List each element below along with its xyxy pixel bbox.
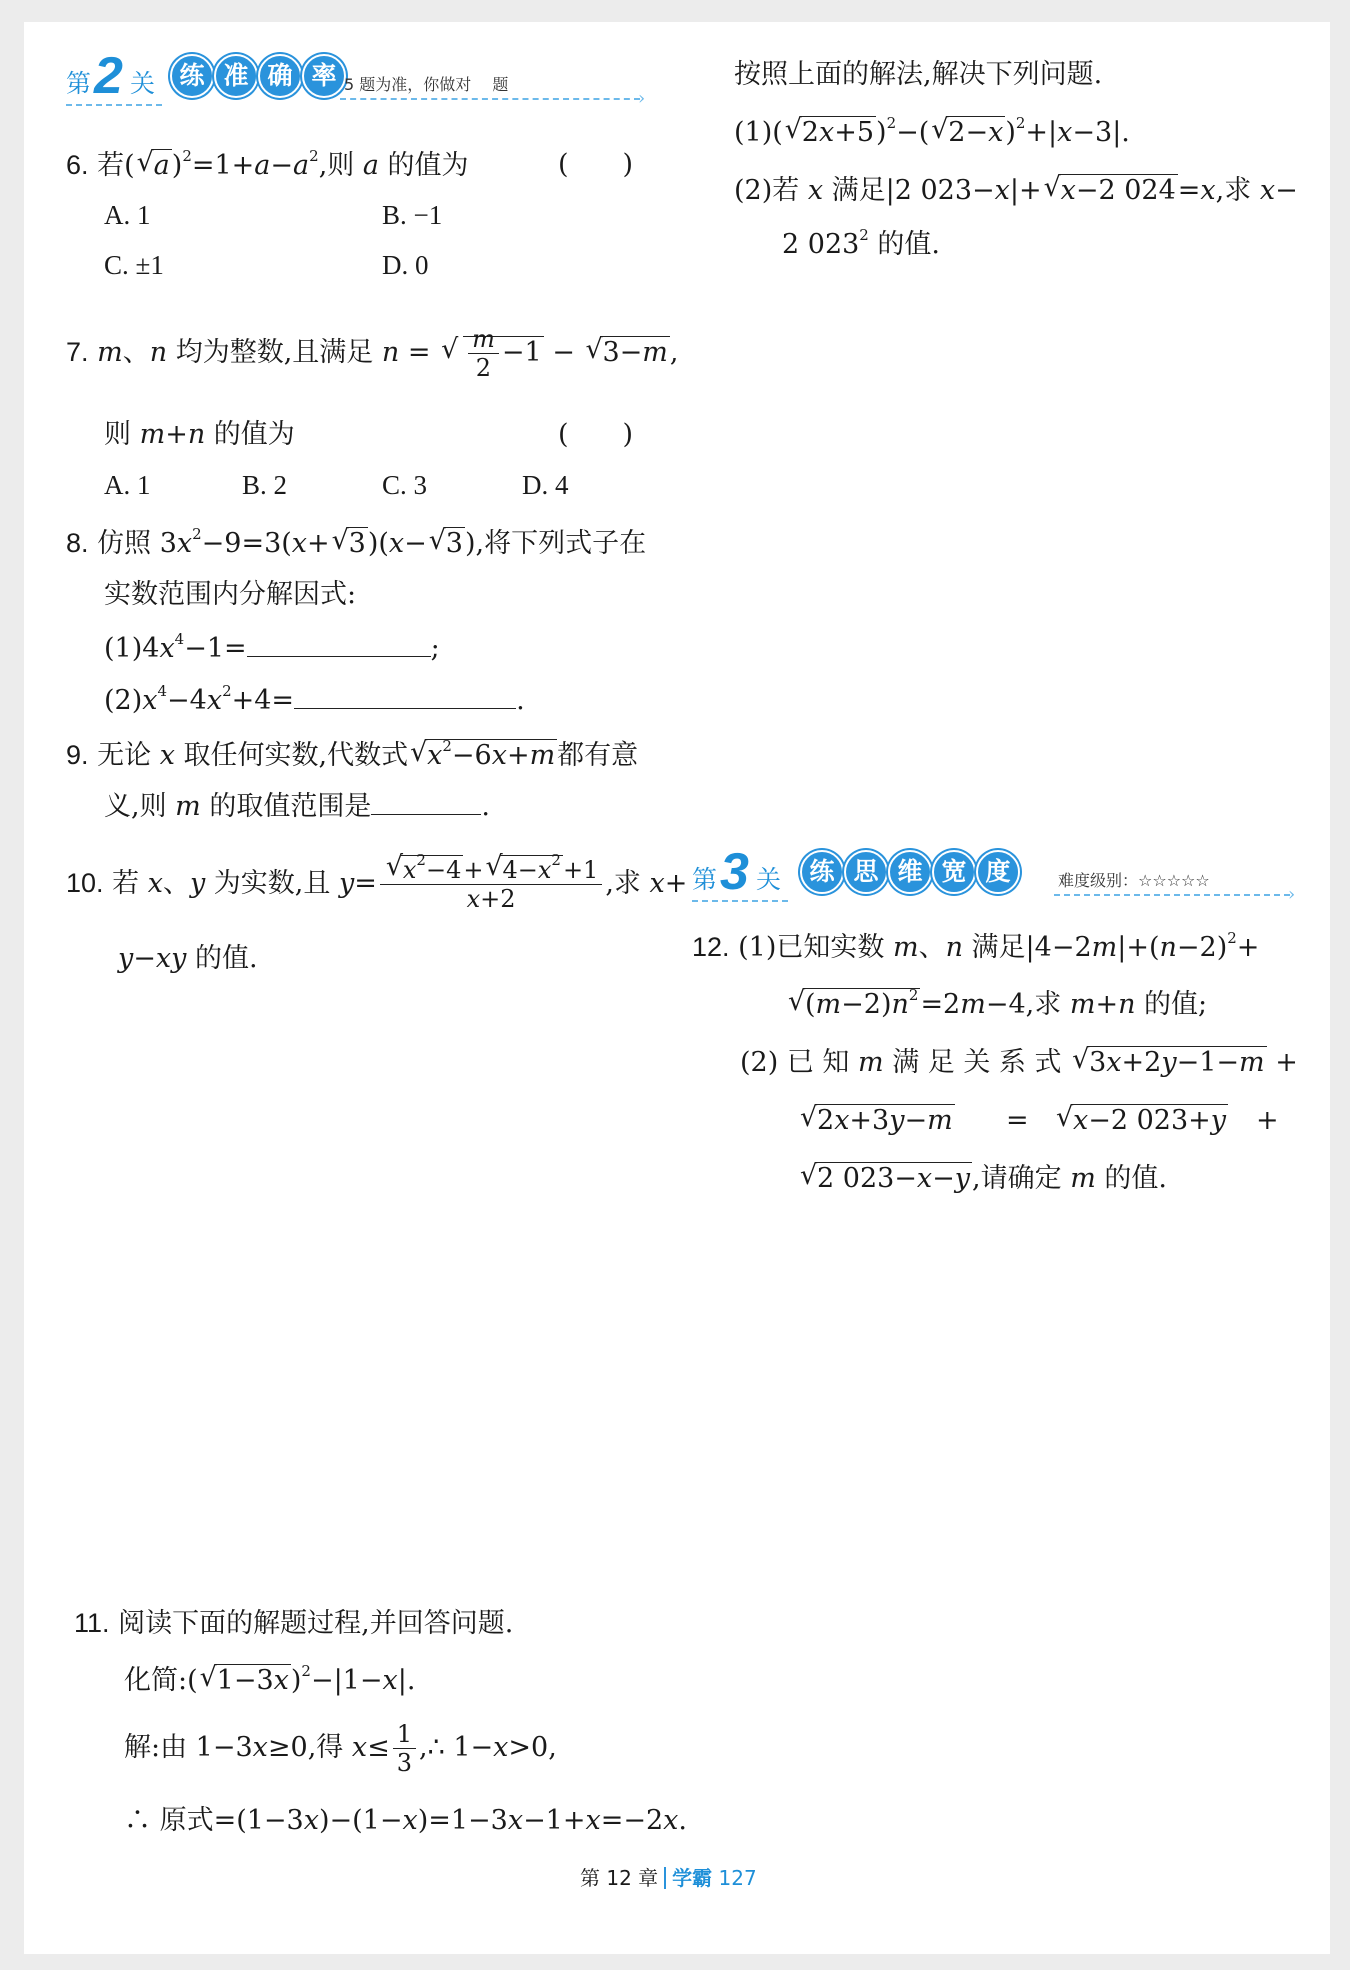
q9-number: 9. bbox=[66, 740, 89, 770]
q6-option-d[interactable]: D. 0 bbox=[382, 250, 429, 280]
q12-part2-cont2: √ x−2 023+y bbox=[1054, 1104, 1228, 1138]
section2-title-char: 准 bbox=[214, 54, 258, 98]
q12-part2-cont3: √ 2 023−x−y,请确定 m 的值. bbox=[798, 1162, 1167, 1196]
q10-stem-cont: y−xy 的值. bbox=[118, 943, 258, 974]
q12-part2-cont1: √ 2x+3y−m bbox=[798, 1104, 955, 1138]
section3-number: 3 bbox=[720, 843, 749, 901]
section2-header bbox=[66, 47, 666, 109]
section2-title bbox=[170, 54, 346, 98]
q10-number: 10. bbox=[66, 868, 104, 898]
footer-page-number: 127 bbox=[718, 1866, 757, 1890]
section2-divider bbox=[340, 98, 640, 100]
q11-stem bbox=[74, 1606, 513, 1641]
q9-stem-cont: 义,则 m 的取值范围是 . bbox=[104, 791, 490, 822]
q7-option-a[interactable]: A. 1 bbox=[104, 470, 151, 500]
q8-blank1[interactable] bbox=[247, 634, 431, 657]
q11-intro: 阅读下面的解题过程,并回答问题. bbox=[118, 1608, 514, 1639]
arrow-icon: › bbox=[1288, 884, 1296, 905]
q10-stem: 10. 若 x、y 为实数,且 y= √ $\frac{x^2-4+√ 4-x^2+1}{x+2}$ ,求 x+ bbox=[66, 848, 687, 919]
q11-number: 11. bbox=[74, 1608, 110, 1638]
section2-title-char: 练 bbox=[170, 54, 214, 98]
q11-solution2: ∴ 原式=(1−3x)−(1−x)=1−3x−1+x=−2x. bbox=[124, 1805, 687, 1836]
section3-divider bbox=[1054, 894, 1290, 896]
q7-stem-cont: 则 m+n 的值为 bbox=[104, 419, 295, 450]
section2-desc: 5 题为准，你做对 题 bbox=[344, 75, 509, 94]
section2-di: 第 bbox=[66, 70, 92, 98]
q6-number: 6. bbox=[66, 150, 89, 180]
section3-desc: 难度级别：☆☆☆☆☆ bbox=[1058, 871, 1210, 890]
q8-stem: 8. 仿照 $3x^2-9=3(x+√$ 3)(x−√ 3),将下列式子在 bbox=[66, 526, 646, 561]
section3-title bbox=[800, 850, 1020, 894]
footer-brand: 学霸 bbox=[672, 1866, 713, 1890]
section3-guan: 关 bbox=[756, 866, 782, 894]
section2-underline bbox=[66, 104, 162, 106]
q11-task2: (2)若 x 满足|2 023−x|+√ x−2 024=x,求 x− bbox=[734, 174, 1298, 208]
worksheet-page bbox=[24, 22, 1330, 1954]
q7-number: 7. bbox=[66, 337, 89, 367]
q8-part2: $(2)x^4-4x^2+4=$ . bbox=[104, 682, 525, 716]
section3-underline bbox=[692, 900, 788, 902]
footer-chapter: 第 12 章 bbox=[580, 1866, 659, 1890]
q8-part1: $(1)4x^4-1=$ ; bbox=[104, 630, 440, 664]
q6-answer-paren[interactable]: ( ) bbox=[558, 149, 634, 180]
section2-guan: 关 bbox=[130, 70, 156, 98]
q7-option-b[interactable]: B. 2 bbox=[242, 470, 288, 500]
q6-stem: 6. 若(√ $a)^2=1+a-a^2$,则 a 的值为 bbox=[66, 148, 469, 183]
q11-simplify: 化简:(√ 1−3x)$^2$−|1−x|. bbox=[124, 1664, 415, 1698]
q12-part2-plus: + bbox=[1256, 1105, 1279, 1136]
q7-option-d[interactable]: D. 4 bbox=[522, 470, 569, 500]
section2-title-char: 确 bbox=[258, 54, 302, 98]
q12-number: 12. bbox=[692, 932, 730, 962]
q11-task2-cont: 2 $023^2$ 的值. bbox=[782, 226, 941, 260]
footer-divider bbox=[664, 1867, 666, 1889]
q8-number: 8. bbox=[66, 528, 89, 558]
section3-title-char: 思 bbox=[844, 850, 888, 894]
q6-option-b[interactable]: B. −1 bbox=[382, 200, 443, 230]
section2-number: 2 bbox=[94, 47, 123, 105]
q8-stem-cont: 实数范围内分解因式: bbox=[104, 579, 357, 610]
q11-solution1: 解:由 1−3x≥0,得 x≤ $\frac{1}{3}$ ,∴ 1−x>0, bbox=[124, 1720, 557, 1777]
q12-part2: (2) 已 知 m 满 足 关 系 式 √ 3x+2y−1−m + bbox=[740, 1046, 1298, 1080]
q9-blank[interactable] bbox=[371, 792, 481, 815]
q8-blank2[interactable] bbox=[294, 686, 516, 709]
q6-option-a[interactable]: A. 1 bbox=[104, 200, 151, 230]
q12-part1-cont: √ $(m-2)n^2=2m-4$,求 m+n 的值; bbox=[786, 988, 1207, 1022]
section3-title-char: 维 bbox=[888, 850, 932, 894]
section2-title-char: 率 bbox=[302, 54, 346, 98]
page-footer bbox=[580, 1862, 757, 1891]
q11-task1: (1)(√ 2x+5)$^2$−(√ 2−x)$^2$+|x−3|. bbox=[734, 116, 1130, 150]
section3-title-char: 宽 bbox=[932, 850, 976, 894]
q12-part1: 12. (1)已知实数 m、n 满足$|4-2m|+(n-2)^2+$ bbox=[692, 929, 1260, 963]
q7-answer-paren[interactable]: ( ) bbox=[558, 419, 634, 450]
q6-option-c[interactable]: C. ±1 bbox=[104, 250, 164, 280]
section3-di: 第 bbox=[692, 866, 718, 894]
q12-part2-eq: = bbox=[1006, 1105, 1029, 1136]
q7-option-c[interactable]: C. 3 bbox=[382, 470, 428, 500]
arrow-icon: › bbox=[638, 88, 646, 109]
section3-title-char: 度 bbox=[976, 850, 1020, 894]
section3-header bbox=[692, 843, 1302, 905]
q11-task-label: 按照上面的解法,解决下列问题. bbox=[734, 59, 1103, 90]
q7-stem: 7. m、n 均为整数,且满足 n = √ $\frac{m}{2}$ −1 − √ 3−m, bbox=[66, 322, 678, 383]
q9-stem: 9. 无论 x 取任何实数,代数式√ $x^2-6x+m$都有意 bbox=[66, 738, 638, 773]
section3-title-char: 练 bbox=[800, 850, 844, 894]
